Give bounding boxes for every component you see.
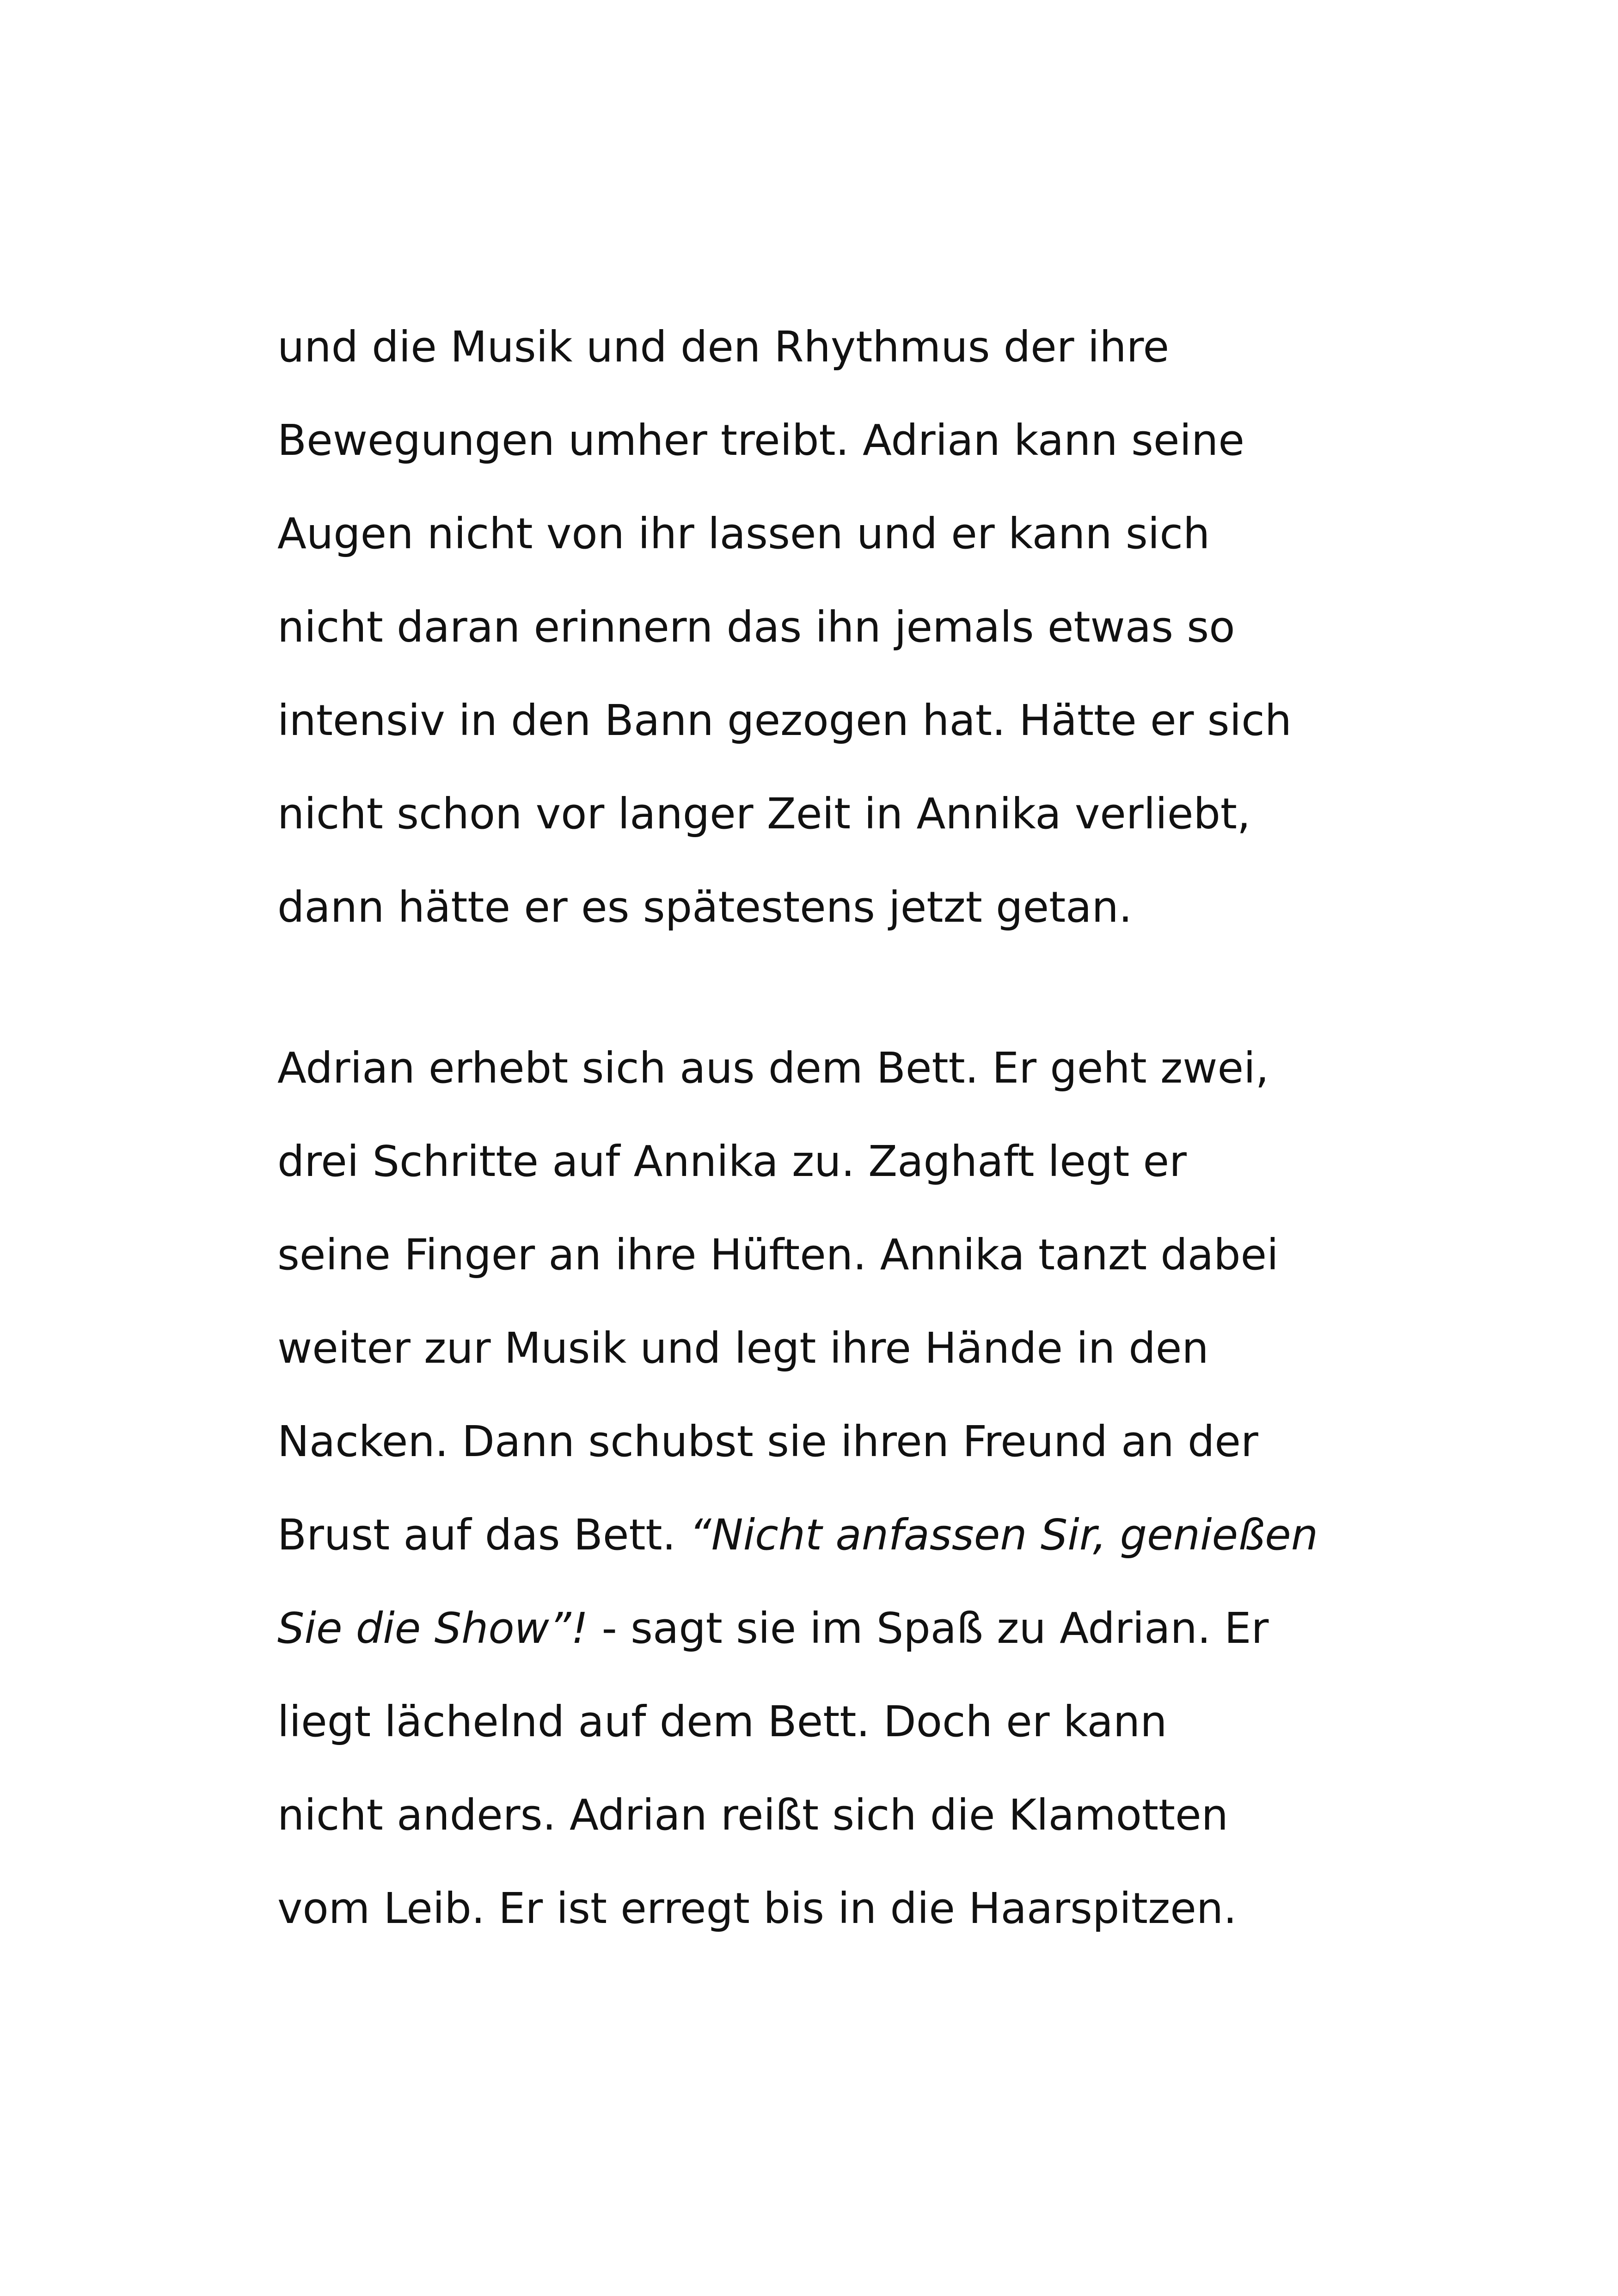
text-line: drei Schritte auf Annika zu. Zaghaft legt er: [277, 1137, 1187, 1186]
text-line: vom Leib. Er ist erregt bis in die Haarspitzen.: [277, 1884, 1237, 1933]
narration-text: - sagt sie im Spaß zu Adrian. Er: [588, 1604, 1269, 1653]
text-line: Bewegungen umher treibt. Adrian kann seine: [277, 416, 1244, 465]
text-line: Augen nicht von ihr lassen und er kann sich: [277, 509, 1210, 558]
paragraph-2: [277, 1022, 1387, 1955]
quote-text: Sie die Show”!: [277, 1604, 588, 1653]
text-line: intensiv in den Bann gezogen hat. Hätte er sich: [277, 696, 1292, 745]
text-line: dann hätte er es spätestens jetzt getan.: [277, 882, 1133, 932]
text-line: nicht daran erinnern das ihn jemals etwas so: [277, 602, 1235, 652]
paragraph-1: [277, 300, 1387, 954]
text-line: liegt lächelnd auf dem Bett. Doch er kann: [277, 1697, 1167, 1746]
text-line: nicht schon vor langer Zeit in Annika verliebt,: [277, 789, 1251, 839]
text-line: weiter zur Musik und legt ihre Hände in den: [277, 1323, 1209, 1373]
text-line: seine Finger an ihre Hüften. Annika tanzt dabei: [277, 1230, 1279, 1280]
text-line: Adrian erhebt sich aus dem Bett. Er geht zwei,: [277, 1043, 1269, 1093]
text-line: nicht anders. Adrian reißt sich die Klamotten: [277, 1790, 1228, 1840]
text-line: und die Musik und den Rhythmus der ihre: [277, 322, 1170, 372]
text-line: Nacken. Dann schubst sie ihren Freund an der: [277, 1417, 1258, 1466]
text-line-with-quote: [277, 1488, 1387, 1582]
narration-text: Brust auf das Bett.: [277, 1510, 690, 1560]
text-line-with-quote: [277, 1582, 1387, 1675]
quote-text: “Nicht anfassen Sir, genießen: [689, 1510, 1318, 1560]
